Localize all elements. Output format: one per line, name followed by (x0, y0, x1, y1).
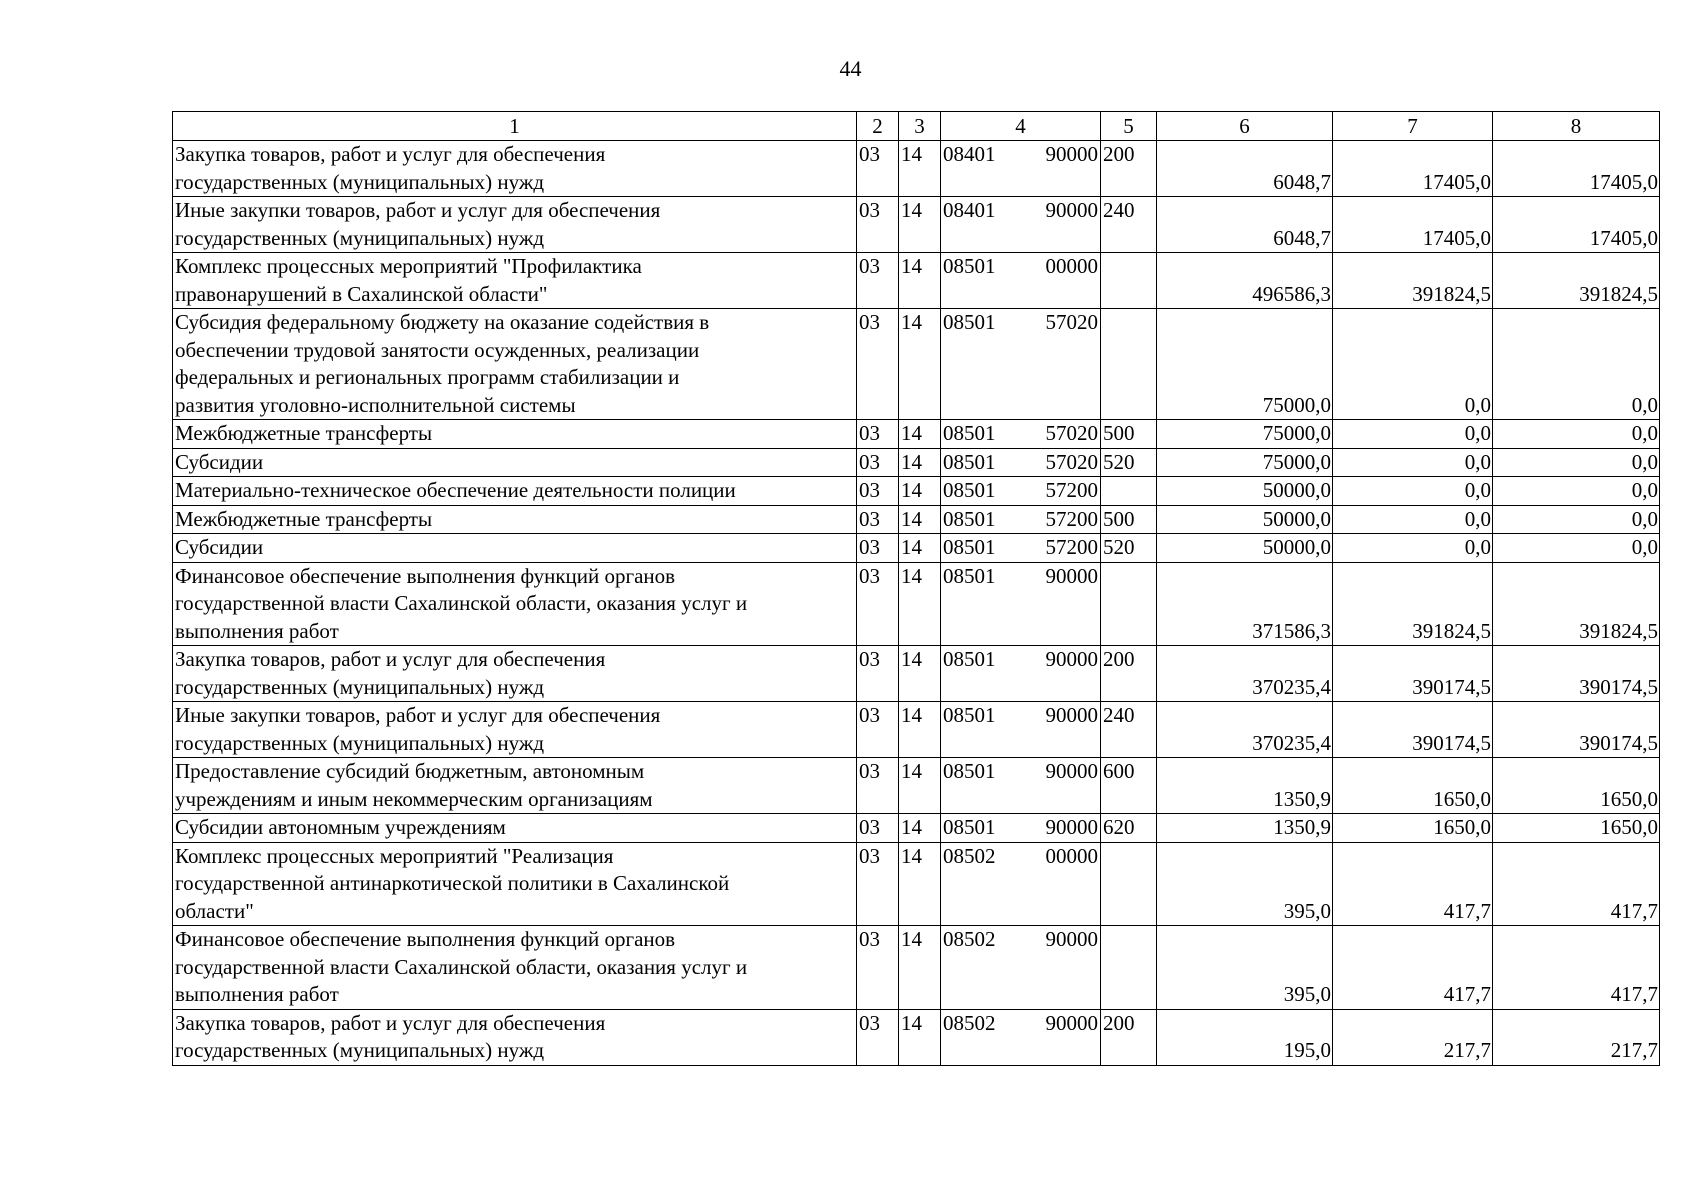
column-header: 8 (1493, 112, 1660, 141)
row-expense-type-code: 200 (1101, 141, 1157, 197)
row-value-col8: 0,0 (1493, 448, 1660, 477)
row-target-article-code (941, 448, 1101, 477)
row-value-col6: 50000,0 (1157, 505, 1333, 534)
table-row (173, 842, 1660, 926)
row-direction-code: 57020 (1045, 421, 1098, 445)
row-program-code: 08501 (943, 478, 996, 502)
row-name: Предоставление субсидий бюджетным, автономным учреждениям и иным некоммерческим организациям (173, 758, 857, 814)
row-name: Иные закупки товаров, работ и услуг для обеспечения государственных (муниципальных) нужд (173, 702, 857, 758)
table-row (173, 926, 1660, 1010)
row-direction-code: 90000 (1045, 703, 1098, 727)
row-value-col7: 0,0 (1333, 309, 1493, 420)
row-target-article-code (941, 758, 1101, 814)
table-row (173, 646, 1660, 702)
row-direction-code: 57020 (1045, 310, 1098, 334)
row-target-article-code (941, 141, 1101, 197)
row-name: Финансовое обеспечение выполнения функций органов государственной власти Сахалинской области, оказания услуг и выполнения работ (173, 926, 857, 1010)
row-target-article-code (941, 926, 1101, 1010)
table-row (173, 702, 1660, 758)
row-direction-code: 00000 (1045, 254, 1098, 278)
table-row (173, 141, 1660, 197)
row-expense-type-code (1101, 926, 1157, 1010)
row-value-col6: 195,0 (1157, 1009, 1333, 1065)
row-program-code: 08501 (943, 310, 996, 334)
row-expense-type-code (1101, 253, 1157, 309)
row-name: Иные закупки товаров, работ и услуг для обеспечения государственных (муниципальных) нужд (173, 197, 857, 253)
row-value-col6: 395,0 (1157, 842, 1333, 926)
table-row (173, 197, 1660, 253)
row-value-col7: 1650,0 (1333, 758, 1493, 814)
row-subsection-code: 14 (899, 1009, 941, 1065)
row-section-code: 03 (857, 926, 899, 1010)
row-value-col8: 217,7 (1493, 1009, 1660, 1065)
row-subsection-code: 14 (899, 646, 941, 702)
table-header-row (173, 112, 1660, 141)
row-expense-type-code (1101, 842, 1157, 926)
row-target-article-code (941, 562, 1101, 646)
row-section-code: 03 (857, 309, 899, 420)
table-row (173, 758, 1660, 814)
row-name: Субсидии автономным учреждениям (173, 814, 857, 843)
row-direction-code: 90000 (1045, 1010, 1098, 1035)
row-value-col8: 391824,5 (1493, 253, 1660, 309)
row-value-col7: 390174,5 (1333, 646, 1493, 702)
row-direction-code: 57200 (1045, 506, 1098, 531)
row-name: Межбюджетные трансферты (173, 420, 857, 449)
row-name: Закупка товаров, работ и услуг для обеспечения государственных (муниципальных) нужд (173, 141, 857, 197)
row-subsection-code: 14 (899, 505, 941, 534)
row-value-col7: 417,7 (1333, 926, 1493, 1010)
page-number: 44 (839, 56, 862, 81)
column-header: 7 (1333, 112, 1493, 141)
row-expense-type-code: 240 (1101, 197, 1157, 253)
row-subsection-code: 14 (899, 448, 941, 477)
table-row (173, 420, 1660, 449)
row-value-col7: 0,0 (1333, 448, 1493, 477)
row-value-col8: 0,0 (1493, 534, 1660, 563)
row-subsection-code: 14 (899, 477, 941, 506)
row-direction-code: 57020 (1045, 449, 1098, 474)
row-direction-code: 90000 (1045, 563, 1098, 588)
row-program-code: 08501 (943, 759, 996, 783)
row-subsection-code: 14 (899, 702, 941, 758)
row-value-col8: 1650,0 (1493, 758, 1660, 814)
row-target-article-code (941, 842, 1101, 926)
row-subsection-code: 14 (899, 141, 941, 197)
row-target-article-code (941, 702, 1101, 758)
row-target-article-code (941, 253, 1101, 309)
row-name: Субсидии (173, 534, 857, 563)
row-target-article-code (941, 534, 1101, 563)
row-value-col6: 75000,0 (1157, 448, 1333, 477)
row-section-code: 03 (857, 534, 899, 563)
row-value-col6: 6048,7 (1157, 141, 1333, 197)
row-name: Материально-техническое обеспечение деятельности полиции (173, 477, 857, 506)
row-value-col6: 6048,7 (1157, 197, 1333, 253)
row-target-article-code (941, 646, 1101, 702)
row-value-col6: 75000,0 (1157, 420, 1333, 449)
row-name: Межбюджетные трансферты (173, 505, 857, 534)
row-name: Закупка товаров, работ и услуг для обеспечения государственных (муниципальных) нужд (173, 1009, 857, 1065)
row-section-code: 03 (857, 702, 899, 758)
row-target-article-code (941, 309, 1101, 420)
row-name: Субсидия федеральному бюджету на оказание содействия в обеспечении трудовой занятости осужденных, реализации федеральных и региональных программ стабилизации и развития уголовно-исполнительной системы (173, 309, 857, 420)
row-direction-code: 57200 (1045, 535, 1098, 559)
row-value-col8: 17405,0 (1493, 197, 1660, 253)
row-value-col6: 395,0 (1157, 926, 1333, 1010)
row-program-code: 08501 (943, 254, 996, 278)
row-value-col8: 417,7 (1493, 842, 1660, 926)
row-direction-code: 90000 (1045, 647, 1098, 671)
row-expense-type-code: 520 (1101, 448, 1157, 477)
row-value-col7: 390174,5 (1333, 702, 1493, 758)
row-name: Комплекс процессных мероприятий "Реализация государственной антинаркотической политики в Сахалинской области" (173, 842, 857, 926)
row-subsection-code: 14 (899, 420, 941, 449)
row-program-code: 08501 (943, 535, 996, 559)
table-row (173, 477, 1660, 506)
row-value-col7: 217,7 (1333, 1009, 1493, 1065)
row-value-col8: 1650,0 (1493, 814, 1660, 843)
row-section-code: 03 (857, 477, 899, 506)
column-header: 5 (1101, 112, 1157, 141)
row-subsection-code: 14 (899, 758, 941, 814)
row-value-col6: 50000,0 (1157, 477, 1333, 506)
row-section-code: 03 (857, 814, 899, 843)
row-value-col7: 417,7 (1333, 842, 1493, 926)
row-value-col6: 1350,9 (1157, 758, 1333, 814)
row-value-col7: 17405,0 (1333, 197, 1493, 253)
row-expense-type-code: 240 (1101, 702, 1157, 758)
row-expense-type-code (1101, 309, 1157, 420)
column-header: 3 (899, 112, 941, 141)
row-section-code: 03 (857, 505, 899, 534)
row-expense-type-code (1101, 477, 1157, 506)
row-program-code: 08401 (943, 142, 996, 166)
row-expense-type-code (1101, 562, 1157, 646)
row-expense-type-code: 500 (1101, 420, 1157, 449)
row-subsection-code: 14 (899, 309, 941, 420)
column-header: 2 (857, 112, 899, 141)
row-direction-code: 90000 (1045, 759, 1098, 783)
row-subsection-code: 14 (899, 814, 941, 843)
row-value-col7: 1650,0 (1333, 814, 1493, 843)
row-direction-code: 00000 (1045, 843, 1098, 868)
row-program-code: 08501 (943, 563, 996, 588)
row-section-code: 03 (857, 253, 899, 309)
row-direction-code: 90000 (1045, 815, 1098, 839)
row-program-code: 08501 (943, 647, 996, 671)
row-name: Субсидии (173, 448, 857, 477)
row-target-article-code (941, 814, 1101, 843)
row-name: Финансовое обеспечение выполнения функций органов государственной власти Сахалинской области, оказания услуг и выполнения работ (173, 562, 857, 646)
row-target-article-code (941, 477, 1101, 506)
column-header: 1 (173, 112, 857, 141)
row-expense-type-code: 600 (1101, 758, 1157, 814)
row-value-col6: 496586,3 (1157, 253, 1333, 309)
row-value-col6: 50000,0 (1157, 534, 1333, 563)
row-subsection-code: 14 (899, 562, 941, 646)
row-value-col7: 0,0 (1333, 534, 1493, 563)
row-target-article-code (941, 1009, 1101, 1065)
table-row (173, 562, 1660, 646)
row-direction-code: 90000 (1045, 198, 1098, 222)
row-value-col7: 391824,5 (1333, 562, 1493, 646)
table-row (173, 309, 1660, 420)
row-value-col8: 391824,5 (1493, 562, 1660, 646)
row-value-col7: 0,0 (1333, 477, 1493, 506)
table-row (173, 814, 1660, 843)
row-subsection-code: 14 (899, 926, 941, 1010)
row-subsection-code: 14 (899, 842, 941, 926)
row-value-col8: 0,0 (1493, 477, 1660, 506)
row-expense-type-code: 620 (1101, 814, 1157, 843)
row-value-col8: 17405,0 (1493, 141, 1660, 197)
row-expense-type-code: 520 (1101, 534, 1157, 563)
row-name: Закупка товаров, работ и услуг для обеспечения государственных (муниципальных) нужд (173, 646, 857, 702)
table-row (173, 448, 1660, 477)
row-section-code: 03 (857, 1009, 899, 1065)
row-value-col8: 0,0 (1493, 505, 1660, 534)
row-program-code: 08501 (943, 815, 996, 839)
row-program-code: 08401 (943, 198, 996, 222)
row-section-code: 03 (857, 758, 899, 814)
row-target-article-code (941, 505, 1101, 534)
row-target-article-code (941, 197, 1101, 253)
table-row (173, 534, 1660, 563)
table-row (173, 253, 1660, 309)
row-expense-type-code: 200 (1101, 1009, 1157, 1065)
row-value-col7: 0,0 (1333, 420, 1493, 449)
row-section-code: 03 (857, 420, 899, 449)
row-section-code: 03 (857, 197, 899, 253)
row-direction-code: 90000 (1045, 142, 1098, 166)
row-value-col6: 370235,4 (1157, 646, 1333, 702)
row-value-col6: 1350,9 (1157, 814, 1333, 843)
row-value-col8: 417,7 (1493, 926, 1660, 1010)
row-program-code: 08502 (943, 843, 996, 868)
row-value-col7: 391824,5 (1333, 253, 1493, 309)
row-program-code: 08501 (943, 703, 996, 727)
table-row (173, 1009, 1660, 1065)
row-program-code: 08502 (943, 1010, 996, 1035)
row-direction-code: 57200 (1045, 478, 1098, 502)
row-section-code: 03 (857, 842, 899, 926)
row-value-col6: 370235,4 (1157, 702, 1333, 758)
row-target-article-code (941, 420, 1101, 449)
row-program-code: 08501 (943, 449, 996, 474)
row-value-col8: 390174,5 (1493, 702, 1660, 758)
row-value-col8: 0,0 (1493, 420, 1660, 449)
row-subsection-code: 14 (899, 197, 941, 253)
row-subsection-code: 14 (899, 253, 941, 309)
column-header: 4 (941, 112, 1101, 141)
row-program-code: 08501 (943, 506, 996, 531)
row-value-col7: 0,0 (1333, 505, 1493, 534)
row-value-col8: 390174,5 (1493, 646, 1660, 702)
row-expense-type-code: 500 (1101, 505, 1157, 534)
row-program-code: 08501 (943, 421, 996, 445)
row-program-code: 08502 (943, 927, 996, 951)
row-section-code: 03 (857, 562, 899, 646)
row-direction-code: 90000 (1045, 927, 1098, 951)
row-section-code: 03 (857, 141, 899, 197)
table-row (173, 505, 1660, 534)
row-value-col7: 17405,0 (1333, 141, 1493, 197)
row-value-col6: 75000,0 (1157, 309, 1333, 420)
row-section-code: 03 (857, 448, 899, 477)
column-header: 6 (1157, 112, 1333, 141)
row-subsection-code: 14 (899, 534, 941, 563)
budget-table (172, 111, 1660, 1066)
row-expense-type-code: 200 (1101, 646, 1157, 702)
row-section-code: 03 (857, 646, 899, 702)
row-name: Комплекс процессных мероприятий "Профилактика правонарушений в Сахалинской области" (173, 253, 857, 309)
row-value-col6: 371586,3 (1157, 562, 1333, 646)
row-value-col8: 0,0 (1493, 309, 1660, 420)
